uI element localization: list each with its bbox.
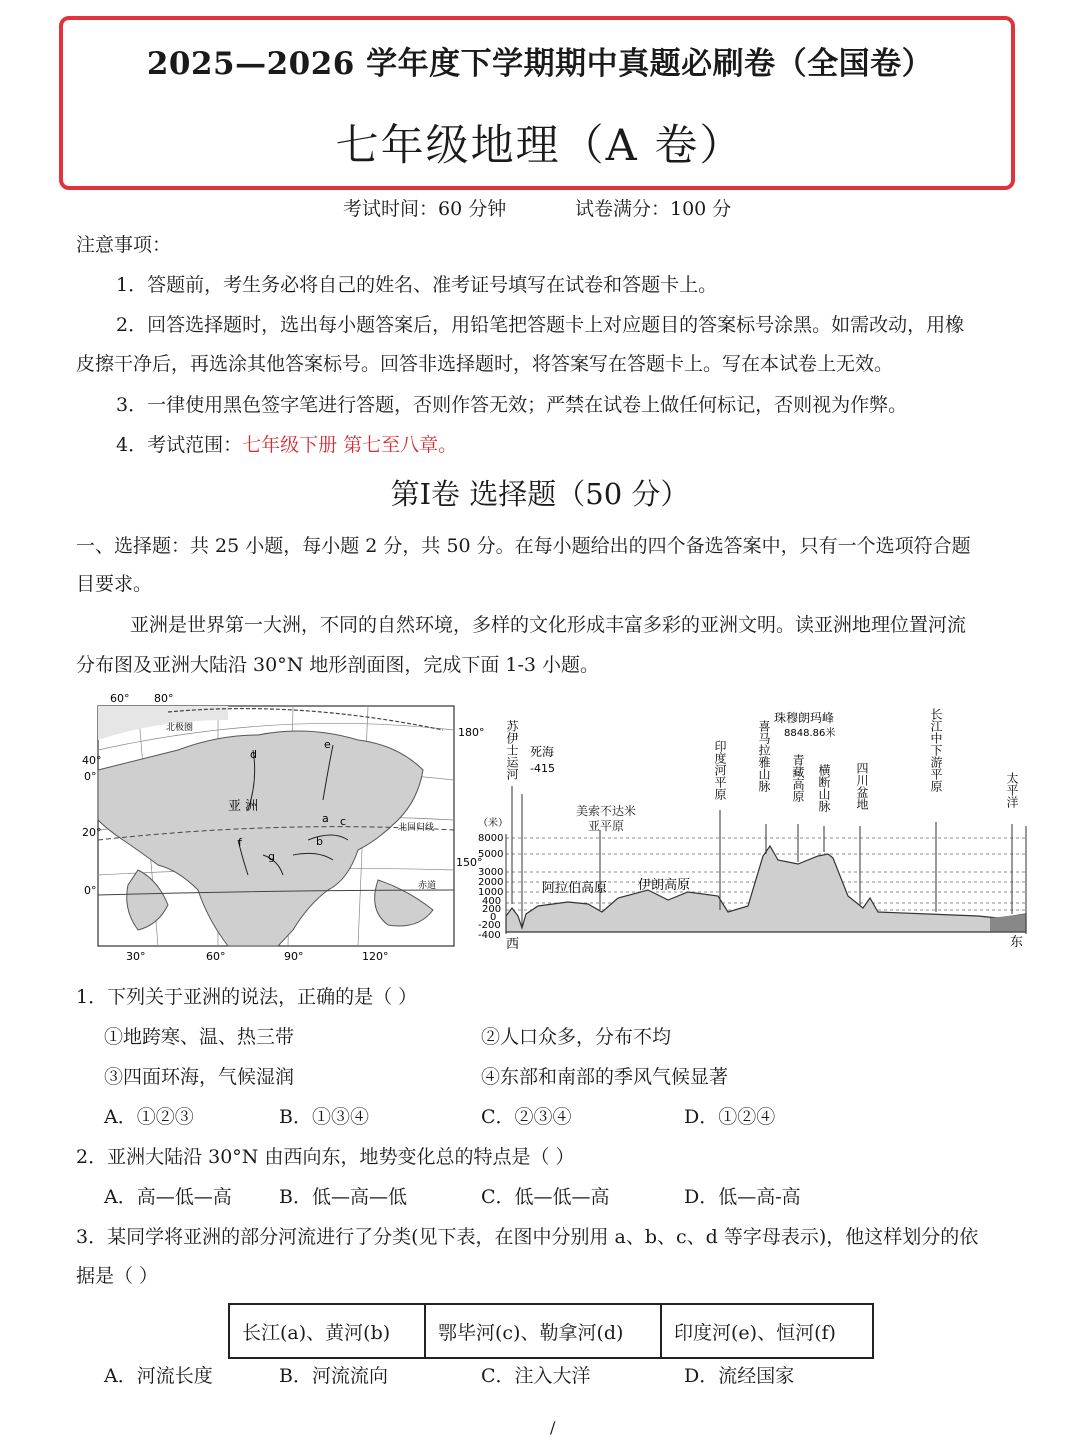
section-title: 第Ⅰ卷 选择题（50 分） <box>390 477 690 511</box>
profile-unit: （米） <box>478 818 508 829</box>
q3-option-d[interactable]: D．流经国家 <box>684 1365 795 1387</box>
q1-option-c[interactable]: C．②③④ <box>481 1106 572 1128</box>
river-a: a <box>322 812 329 825</box>
table-cell: 长江(a)、黄河(b) <box>229 1304 425 1358</box>
y-tick-3000: 3000 <box>478 867 504 878</box>
label-arabian: 阿拉伯高原 <box>542 881 608 896</box>
terrain-profile-figure <box>478 706 1038 958</box>
note-2-line1: 2．回答选择题时，选出每小题答案后，用铅笔把答题卡上对应题目的答案标号涂黑。如需改动，用橡 <box>116 314 965 336</box>
table-cell: 印度河(e)、恒河(f) <box>661 1304 873 1358</box>
q1-option-b[interactable]: B．①③④ <box>279 1106 369 1128</box>
y-tick-2000: 2000 <box>478 877 504 888</box>
label-yangtze: 长江中下游平原 <box>929 708 943 792</box>
exam-time: 考试时间：60 分钟 <box>343 198 507 220</box>
label-everest-value: 8848.86米 <box>784 728 836 739</box>
label-indus: 印度河平原 <box>713 740 727 800</box>
label-everest: 珠穆朗玛峰 <box>774 711 835 725</box>
direction-east: 东 <box>1010 935 1024 950</box>
y-tick-200: 200 <box>482 904 502 915</box>
asia-map-figure <box>78 690 485 965</box>
equator-label: 赤道 <box>418 881 437 891</box>
full-score: 试卷满分：100 分 <box>575 198 732 220</box>
lon-top-80: 80° <box>154 692 174 705</box>
q3-stem-line1: 3．某同学将亚洲的部分河流进行了分类(见下表，在图中分别用 a、b、c、d 等字母表示)，他这样划分的依 <box>76 1226 979 1248</box>
notes-heading: 注意事项： <box>76 234 172 256</box>
label-suez: 苏伊士运河 <box>505 720 519 780</box>
continent-label: 亚 洲 <box>228 799 259 814</box>
y-tick-0: 0 <box>490 912 497 923</box>
q1-stem: 1．下列关于亚洲的说法，正确的是（ ） <box>76 986 418 1008</box>
section-intro-line2: 目要求。 <box>76 573 153 595</box>
lon-bottom-90: 90° <box>284 950 304 963</box>
terrain-profile <box>478 706 1038 958</box>
note-4 <box>116 431 457 459</box>
lat-left-0b: 0° <box>84 884 97 897</box>
note-4-label: 4．考试范围： <box>116 434 243 456</box>
exam-scope: 七年级下册 第七至八章。 <box>242 434 458 456</box>
page-mark: / <box>550 1418 556 1437</box>
q3-stem-line2: 据是（ ） <box>76 1265 159 1287</box>
note-1: 1．答题前，考生务必将自己的姓名、准考证号填写在试卷和答题卡上。 <box>116 274 718 296</box>
lon-bottom-60: 60° <box>206 950 226 963</box>
lon-right-180: 180° <box>458 726 485 739</box>
table-cell: 鄂毕河(c)、勒拿河(d) <box>425 1304 661 1358</box>
section-intro-line1: 一、选择题：共 25 小题，每小题 2 分，共 50 分。在每小题给出的四个备选答案中，只有一个选项符合题 <box>76 535 971 557</box>
label-meso: 美索不达米亚平原 <box>576 804 637 833</box>
river-b: b <box>316 835 323 848</box>
asia-map <box>78 690 485 965</box>
label-dead-sea-value: -415 <box>530 762 555 775</box>
label-himalaya: 喜马拉雅山脉 <box>757 720 771 792</box>
river-c: c <box>340 815 347 828</box>
exam-subtitle: 七年级地理（A 卷） <box>335 121 745 171</box>
q3-option-c[interactable]: C．注入大洋 <box>481 1365 591 1387</box>
label-meso-box <box>576 804 636 838</box>
q3-option-a[interactable]: A．河流长度 <box>104 1365 213 1387</box>
lat-left-20: 20° <box>82 826 102 839</box>
label-hengduan: 横断山脉 <box>817 764 831 812</box>
lon-150: 150° <box>456 856 483 869</box>
river-g: g <box>268 850 275 863</box>
tropic-label: 北回归线 <box>398 823 435 833</box>
lon-bottom-120: 120° <box>362 950 389 963</box>
note-2-line2: 皮擦干净后，再选涂其他答案标号。回答非选择题时，将答案写在答题卡上。写在本试卷上无效。 <box>76 353 894 375</box>
q2-stem: 2．亚洲大陆沿 30°N 由西向东，地势变化总的特点是（ ） <box>76 1146 575 1168</box>
arctic-circle-label: 北极圈 <box>166 723 194 733</box>
q1-option-d[interactable]: D．①②④ <box>684 1106 776 1128</box>
label-tibet: 青藏高原 <box>791 754 805 802</box>
y-tick-5000: 5000 <box>478 849 504 860</box>
lon-bottom-30: 30° <box>126 950 146 963</box>
y-tick-neg400: -400 <box>478 930 501 941</box>
direction-west: 西 <box>506 937 520 952</box>
label-dead-sea: 死海 <box>530 745 555 759</box>
river-e: e <box>324 738 331 751</box>
exam-title: 2025—2026 学年度下学期期中真题必刷卷（全国卷） <box>146 46 934 82</box>
river-f: f <box>238 836 242 849</box>
lat-left-40: 40° <box>82 754 102 767</box>
q1-option-a[interactable]: A．①②③ <box>104 1106 194 1128</box>
q1-statement-4: ④东部和南部的季风气候显著 <box>481 1066 729 1088</box>
river-classification-table <box>228 1303 874 1359</box>
q2-option-a[interactable]: A．高—低—高 <box>104 1186 232 1208</box>
stem-line1: 亚洲是世界第一大洲，不同的自然环境，多样的文化形成丰富多彩的亚洲文明。读亚洲地理位置河流 <box>130 614 967 636</box>
y-tick-1000: 1000 <box>478 887 504 898</box>
q3-option-b[interactable]: B．河流流向 <box>279 1365 388 1387</box>
q2-option-d[interactable]: D．低—高-高 <box>684 1186 801 1208</box>
y-tick-8000: 8000 <box>478 833 504 844</box>
q1-statement-2: ②人口众多，分布不均 <box>481 1026 672 1048</box>
note-3: 3．一律使用黑色签字笔进行答题，否则作答无效；严禁在试卷上做任何标记，否则视为作弊。 <box>116 394 908 416</box>
river-d: d <box>250 748 257 761</box>
q2-option-c[interactable]: C．低—低—高 <box>481 1186 610 1208</box>
q2-option-b[interactable]: B．低—高—低 <box>279 1186 407 1208</box>
q1-statement-1: ①地跨寒、温、热三带 <box>104 1026 295 1048</box>
y-tick-400: 400 <box>482 896 502 907</box>
stem-line2: 分布图及亚洲大陆沿 30°N 地形剖面图，完成下面 1-3 小题。 <box>76 654 600 676</box>
label-sichuan: 四川盆地 <box>855 762 869 810</box>
table-row <box>229 1304 873 1358</box>
q1-statement-3: ③四面环海，气候湿润 <box>104 1066 295 1088</box>
label-iran: 伊朗高原 <box>638 878 691 893</box>
lon-top-60: 60° <box>110 692 130 705</box>
lat-left-0a: 0° <box>84 770 97 783</box>
y-tick-neg200: -200 <box>478 920 501 931</box>
label-pacific: 太平洋 <box>1005 772 1019 808</box>
